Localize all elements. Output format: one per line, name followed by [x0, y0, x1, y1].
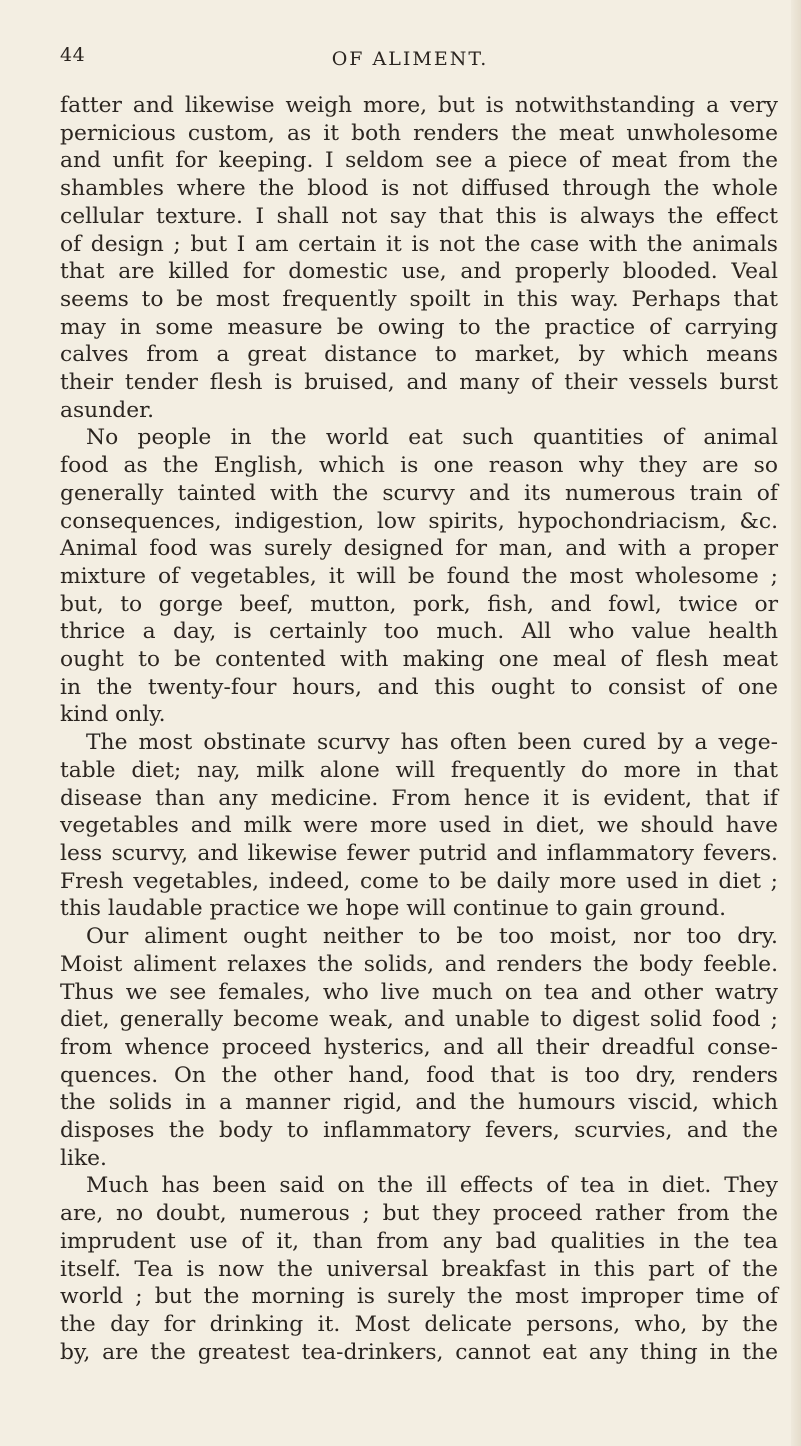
text-line: table diet; nay, milk alone will frequently do more in that: [60, 757, 778, 783]
text-line: quences. On the other hand, food that is too dry, renders: [60, 1062, 778, 1088]
text-line: Thus we see females, who live much on tea and other watry: [60, 979, 778, 1005]
text-line: diet, generally become weak, and unable to digest solid food ;: [60, 1007, 778, 1033]
text-line: like.: [60, 1145, 107, 1171]
text-line: fatter and likewise weigh more, but is notwithstanding a very: [60, 93, 778, 118]
text-line: shambles where the blood is not diffused through the whole: [60, 176, 778, 202]
text-line: their tender flesh is bruised, and many of their vessels burst: [60, 370, 778, 396]
text-line: disease than any medicine. From hence it is evident, that if: [60, 785, 778, 811]
page-header: [60, 44, 760, 76]
text-line: Our aliment ought neither to be too moist, nor too dry.: [86, 924, 778, 950]
text-line: cellular texture. I shall not say that this is always the effect: [60, 203, 778, 229]
text-line: vegetables and milk were more used in diet, we should have: [60, 813, 778, 839]
text-line: Animal food was surely designed for man, and with a proper: [60, 536, 778, 562]
text-line: Fresh vegetables, indeed, come to be daily more used in diet ;: [60, 868, 778, 894]
text-line: the day for drinking it. Most delicate persons, who, by the: [60, 1311, 778, 1337]
text-line: of design ; but I am certain it is not the case with the animals: [60, 231, 778, 257]
body-text: [60, 92, 778, 1366]
text-line: itself. Tea is now the universal breakfast in this part of the: [60, 1256, 778, 1282]
text-line: food as the English, which is one reason why they are so: [60, 453, 778, 479]
text-line: disposes the body to inflammatory fevers, scurvies, and the: [60, 1118, 778, 1144]
text-line: in the twenty-four hours, and this ought to consist of one: [60, 674, 778, 700]
text-line: the solids in a manner rigid, and the humours viscid, which: [60, 1090, 778, 1116]
running-head: OF ALIMENT.: [331, 48, 489, 70]
text-line: this laudable practice we hope will continue to gain ground.: [60, 896, 727, 922]
text-line: by, are the greatest tea-drinkers, cannot eat any thing in the: [60, 1339, 778, 1365]
page-number: 44: [60, 44, 86, 66]
text-line: thrice a day, is certainly too much. All who value health: [60, 619, 778, 645]
text-line: consequences, indigestion, low spirits, hypochondriacism, &c.: [60, 508, 778, 534]
text-line: are, no doubt, numerous ; but they proceed rather from the: [60, 1201, 778, 1227]
text-line: world ; but the morning is surely the most improper time of: [60, 1284, 778, 1310]
text-line: may in some measure be owing to the practice of carrying: [60, 314, 778, 340]
text-line: and unfit for keeping. I seldom see a piece of meat from the: [60, 148, 778, 174]
text-line: asunder.: [60, 397, 155, 423]
text-line: Moist aliment relaxes the solids, and renders the body feeble.: [60, 951, 778, 977]
page-edge: [791, 0, 801, 1446]
text-line: kind only.: [60, 702, 166, 728]
text-line: mixture of vegetables, it will be found the most wholesome ;: [60, 563, 778, 589]
text-line: Much has been said on the ill effects of tea in diet. They: [86, 1173, 778, 1199]
text-line: from whence proceed hysterics, and all their dreadful conse-: [60, 1034, 778, 1060]
text-line: but, to gorge beef, mutton, pork, fish, and fowl, twice or: [60, 591, 778, 617]
text-line: imprudent use of it, than from any bad qualities in the tea: [60, 1228, 778, 1254]
text-line: The most obstinate scurvy has often been cured by a vege-: [86, 730, 778, 756]
text-line: pernicious custom, as it both renders the meat unwholesome: [60, 120, 778, 146]
text-line: No people in the world eat such quantities of animal: [86, 425, 778, 451]
text-line: ought to be contented with making one meal of flesh meat: [60, 647, 778, 673]
text-line: seems to be most frequently spoilt in this way. Perhaps that: [60, 286, 778, 312]
text-line: calves from a great distance to market, by which means: [60, 342, 778, 368]
text-line: generally tainted with the scurvy and its numerous train of: [60, 480, 778, 506]
text-line: less scurvy, and likewise fewer putrid and inflammatory fevers.: [60, 840, 778, 866]
text-line: that are killed for domestic use, and properly blooded. Veal: [60, 259, 778, 285]
